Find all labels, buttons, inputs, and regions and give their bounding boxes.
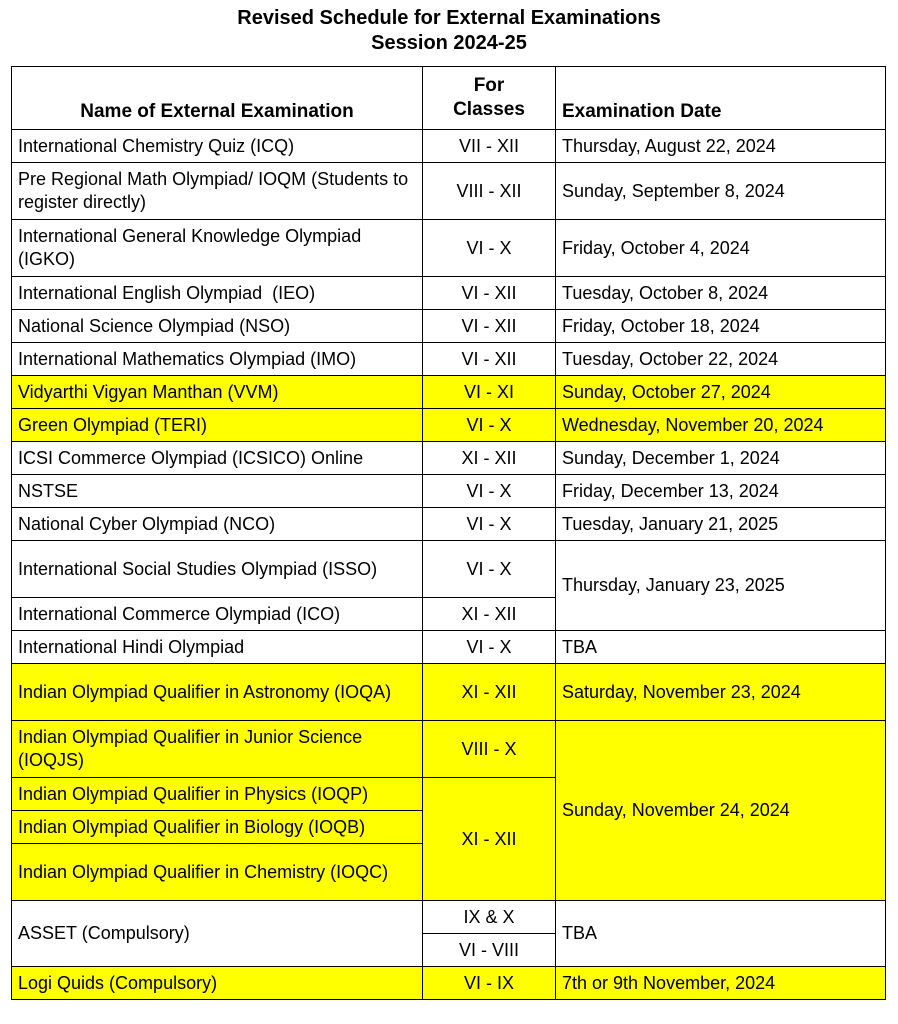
- table-row: [12, 631, 886, 664]
- schedule-table: [11, 66, 886, 1000]
- table-row: [12, 508, 886, 541]
- exam-classes: VI - X: [423, 409, 556, 442]
- exam-date: Sunday, December 1, 2024: [556, 442, 886, 475]
- document-title: [0, 6, 898, 56]
- exam-classes: VIII - XII: [423, 163, 556, 220]
- exam-name: Indian Olympiad Qualifier in Junior Science (IOQJS): [12, 721, 423, 778]
- exam-classes: VIII - X: [423, 721, 556, 778]
- exam-classes: VI - XII: [423, 277, 556, 310]
- exam-name: Indian Olympiad Qualifier in Physics (IOQP): [12, 778, 423, 811]
- exam-name: ASSET (Compulsory): [12, 901, 423, 967]
- table-row: [12, 475, 886, 508]
- exam-classes: VI - XII: [423, 310, 556, 343]
- table-row: [12, 541, 886, 598]
- exam-date: Sunday, October 27, 2024: [556, 376, 886, 409]
- exam-classes: XI - XII: [423, 598, 556, 631]
- exam-name: Pre Regional Math Olympiad/ IOQM (Students to register directly): [12, 163, 423, 220]
- exam-name: Indian Olympiad Qualifier in Biology (IOQB): [12, 811, 423, 844]
- exam-name: Green Olympiad (TERI): [12, 409, 423, 442]
- exam-name: International Social Studies Olympiad (ISSO): [12, 541, 423, 598]
- exam-name: ICSI Commerce Olympiad (ICSICO) Online: [12, 442, 423, 475]
- table-row: [12, 277, 886, 310]
- exam-name: NSTSE: [12, 475, 423, 508]
- table-row-highlighted: [12, 376, 886, 409]
- exam-name: Vidyarthi Vigyan Manthan (VVM): [12, 376, 423, 409]
- exam-classes: VI - X: [423, 508, 556, 541]
- exam-classes: VI - XI: [423, 376, 556, 409]
- header-exam-date: Examination Date: [556, 67, 886, 130]
- table-row: [12, 163, 886, 220]
- exam-classes: VI - X: [423, 631, 556, 664]
- exam-classes: VII - XII: [423, 130, 556, 163]
- title-line-2: Session 2024-25: [371, 32, 527, 54]
- table-row: [12, 220, 886, 277]
- exam-name: Logi Quids (Compulsory): [12, 967, 423, 1000]
- exam-name: National Cyber Olympiad (NCO): [12, 508, 423, 541]
- exam-date: Thursday, August 22, 2024: [556, 130, 886, 163]
- exam-classes: XI - XII: [423, 778, 556, 901]
- header-exam-name: Name of External Examination: [12, 67, 423, 130]
- table-row: [12, 310, 886, 343]
- title-line-1: Revised Schedule for External Examinations: [237, 7, 661, 29]
- exam-date: Tuesday, January 21, 2025: [556, 508, 886, 541]
- exam-date: Thursday, January 23, 2025: [556, 541, 886, 631]
- exam-date: Friday, October 4, 2024: [556, 220, 886, 277]
- table-row-highlighted: [12, 664, 886, 721]
- exam-classes: VI - IX: [423, 967, 556, 1000]
- exam-date: Friday, October 18, 2024: [556, 310, 886, 343]
- exam-classes: VI - XII: [423, 343, 556, 376]
- table-row-highlighted: [12, 721, 886, 778]
- exam-name: Indian Olympiad Qualifier in Astronomy (IOQA): [12, 664, 423, 721]
- table-row: [12, 442, 886, 475]
- table-header-row: [12, 67, 886, 130]
- exam-classes: VI - X: [423, 220, 556, 277]
- table-row: [12, 343, 886, 376]
- exam-date: Tuesday, October 8, 2024: [556, 277, 886, 310]
- exam-date: 7th or 9th November, 2024: [556, 967, 886, 1000]
- exam-name: National Science Olympiad (NSO): [12, 310, 423, 343]
- exam-classes: XI - XII: [423, 442, 556, 475]
- exam-name: Indian Olympiad Qualifier in Chemistry (IOQC): [12, 844, 423, 901]
- table-row: [12, 130, 886, 163]
- exam-classes: IX & X: [423, 901, 556, 934]
- exam-name: International English Olympiad (IEO): [12, 277, 423, 310]
- exam-name: International Chemistry Quiz (ICQ): [12, 130, 423, 163]
- exam-name: International Hindi Olympiad: [12, 631, 423, 664]
- exam-date: Saturday, November 23, 2024: [556, 664, 886, 721]
- exam-classes: VI - X: [423, 475, 556, 508]
- exam-date: TBA: [556, 901, 886, 967]
- exam-classes: VI - X: [423, 541, 556, 598]
- exam-date: Friday, December 13, 2024: [556, 475, 886, 508]
- table-row: [12, 901, 886, 934]
- header-classes: [423, 67, 556, 130]
- exam-date: Tuesday, October 22, 2024: [556, 343, 886, 376]
- exam-name: International Commerce Olympiad (ICO): [12, 598, 423, 631]
- exam-date: Sunday, November 24, 2024: [556, 721, 886, 901]
- header-classes-line-2: Classes: [453, 99, 525, 120]
- exam-date: TBA: [556, 631, 886, 664]
- exam-date: Wednesday, November 20, 2024: [556, 409, 886, 442]
- exam-classes: VI - VIII: [423, 934, 556, 967]
- exam-name: International General Knowledge Olympiad (IGKO): [12, 220, 423, 277]
- table-row-highlighted: [12, 967, 886, 1000]
- exam-name: International Mathematics Olympiad (IMO): [12, 343, 423, 376]
- header-classes-line-1: For: [473, 75, 505, 96]
- table-row-highlighted: [12, 409, 886, 442]
- exam-date: Sunday, September 8, 2024: [556, 163, 886, 220]
- exam-classes: XI - XII: [423, 664, 556, 721]
